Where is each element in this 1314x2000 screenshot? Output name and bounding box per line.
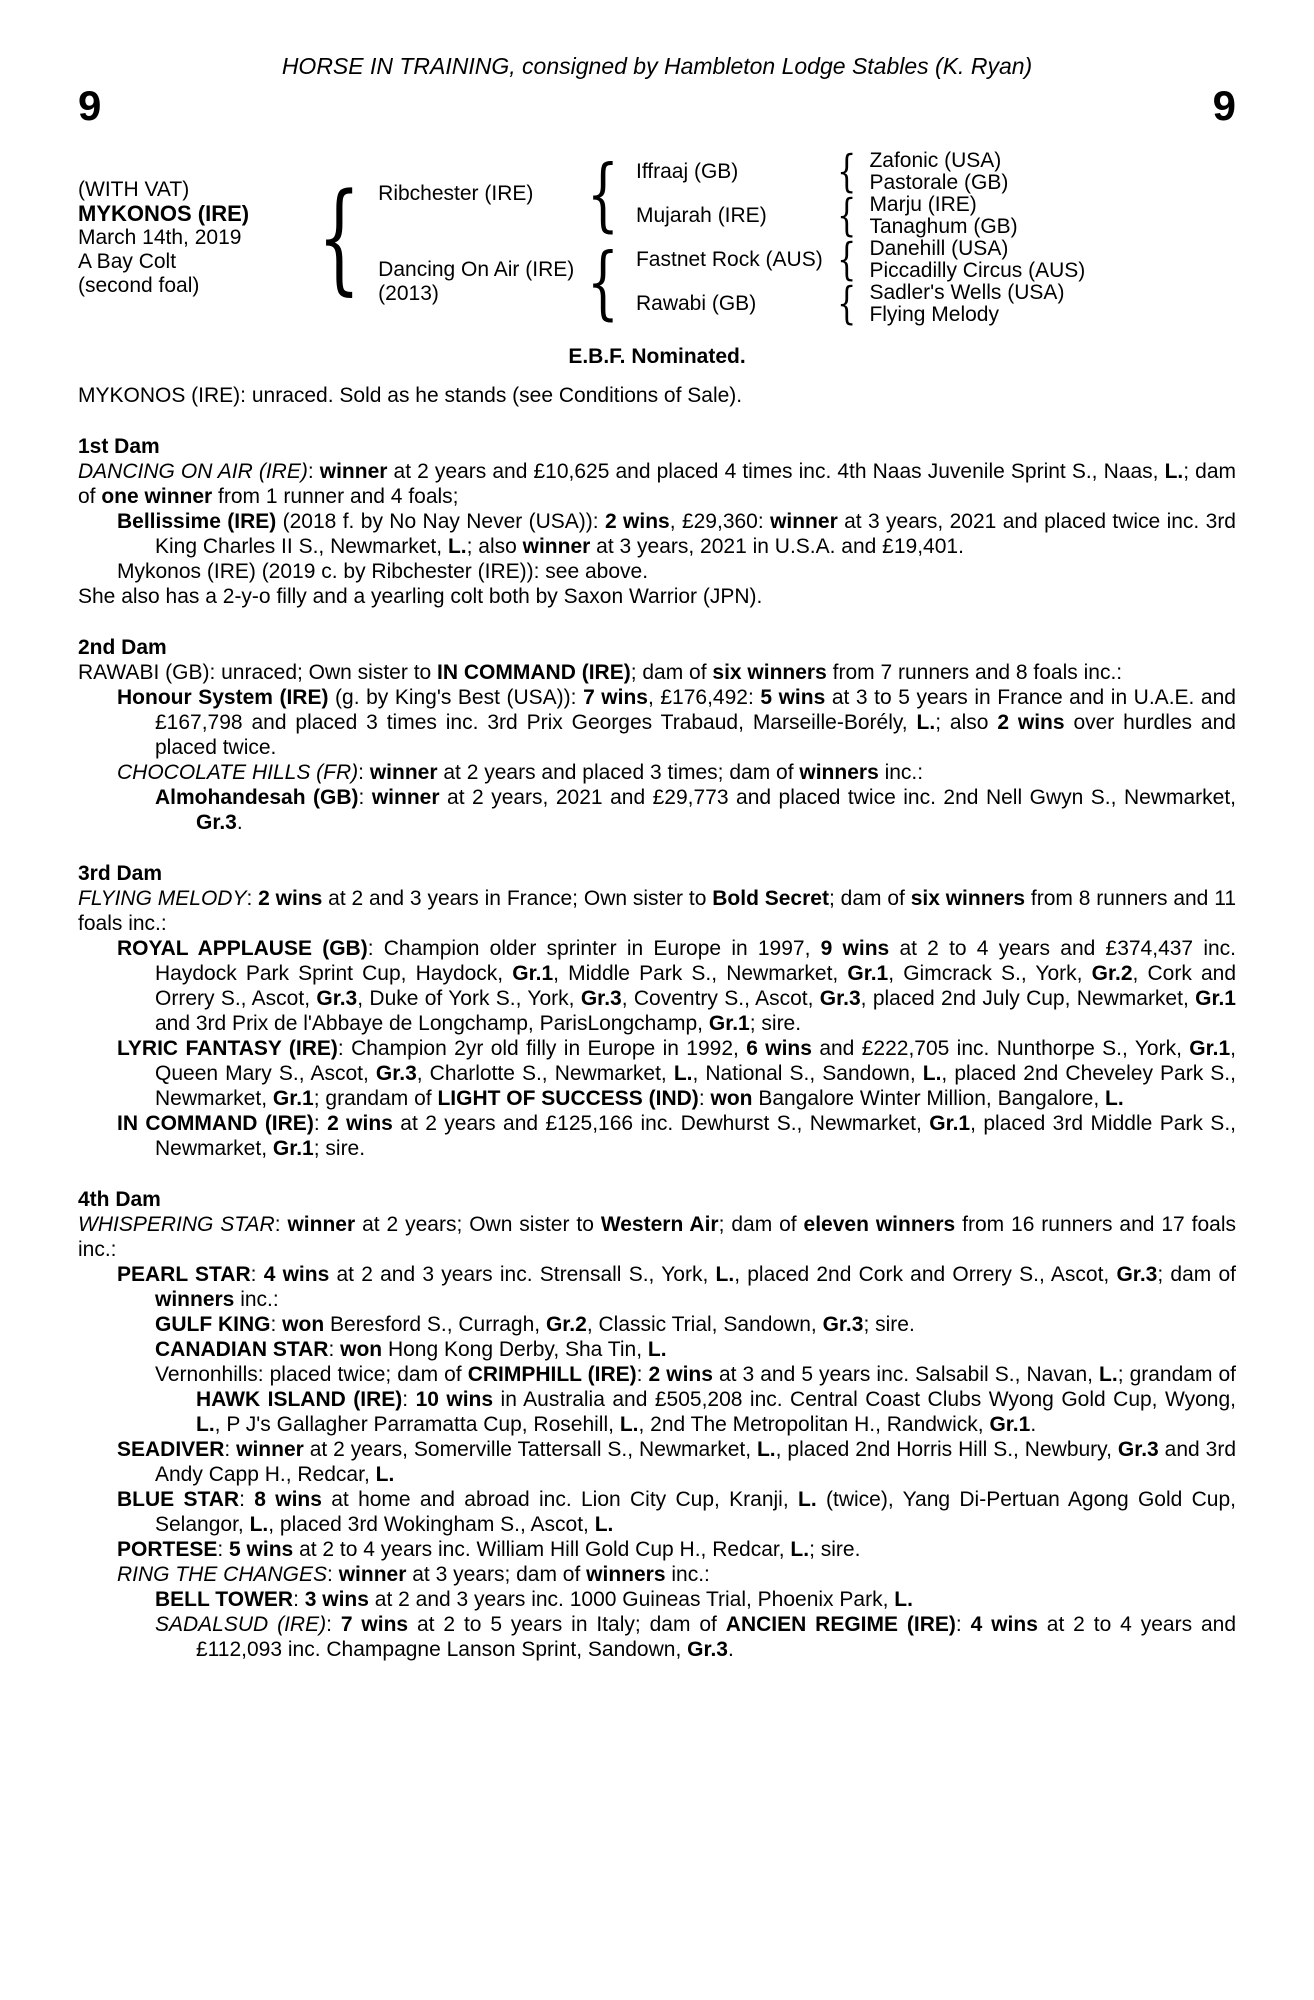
colour-sex: A Bay Colt (78, 250, 177, 273)
text-run: PEARL STAR (117, 1263, 251, 1286)
text-run: and 3rd Andy Capp H., Redcar, (155, 1438, 1236, 1486)
text-run: ANCIEN REGIME (IRE) (725, 1613, 956, 1636)
text-run: won (710, 1087, 753, 1110)
pedigree-generations (378, 146, 1086, 330)
text-run: 4 wins (263, 1263, 330, 1286)
text-run: 2 wins (258, 887, 323, 910)
text-run: , placed 3rd Middle Park S., Newmarket, (155, 1112, 1236, 1160)
text-run: ; dam of (1157, 1263, 1236, 1286)
text-run: : (636, 1363, 649, 1386)
maternal-grandsire-branch (635, 234, 1086, 286)
foaling-date: March 14th, 2019 (78, 226, 242, 249)
lot-number-right: 9 (1212, 82, 1236, 129)
dam-section (78, 635, 1236, 835)
pedigree-paragraph (78, 1036, 1236, 1111)
text-run: Gr.2 (1091, 962, 1133, 985)
text-run: Gr.1 (1195, 987, 1236, 1010)
lot-number-row (78, 84, 1236, 128)
text-run: eleven winners (803, 1213, 956, 1236)
text-run: L. (798, 1488, 817, 1511)
text-run: IN COMMAND (IRE) (437, 661, 631, 684)
text-run: DANCING ON AIR (IRE) (78, 460, 308, 483)
text-run: at 2 and 3 years inc. Strensall S., York, (329, 1263, 716, 1286)
pedigree-paragraph (78, 559, 1236, 584)
text-run: winners (586, 1563, 666, 1586)
text-run: inc.: (234, 1288, 279, 1311)
text-run: L. (594, 1513, 614, 1536)
text-run: : Champion older sprinter in Europe in 1997, (367, 937, 821, 960)
pedigree-brace-main: { (317, 166, 361, 308)
text-run: CHOCOLATE HILLS (FR) (117, 761, 359, 784)
text-run: Gr.1 (989, 1413, 1031, 1436)
text-run: GULF KING (155, 1313, 271, 1336)
text-run: winner (319, 460, 388, 483)
pedigree-brace-small: { (837, 278, 857, 330)
text-run: ; grandam of (1117, 1363, 1237, 1386)
text-run: six winners (910, 887, 1026, 910)
text-run: Gr.3 (580, 987, 622, 1010)
text-run: 10 wins (415, 1388, 494, 1411)
text-run: from 1 runner and 4 foals; (212, 485, 459, 508)
maternal-granddam-branch (635, 278, 1085, 330)
text-run: , Coventry S., Ascot, (621, 987, 820, 1010)
text-run: L. (715, 1263, 735, 1286)
text-run: winner (522, 535, 591, 558)
text-run: ; dam of (828, 887, 911, 910)
text-run: , Gimcrack S., York, (888, 962, 1092, 985)
text-run: : (955, 1613, 971, 1636)
text-run: won (340, 1338, 383, 1361)
text-run: winner (338, 1563, 407, 1586)
pedigree-brace-small: { (837, 190, 857, 242)
text-run: , 2nd The Metropolitan H., Randwick, (638, 1413, 990, 1436)
text-run: , P J's Gallagher Parramatta Cup, Rosehill, (214, 1413, 620, 1436)
text-run: won (282, 1313, 325, 1336)
text-run: from 16 runners and 17 foals inc.: (78, 1213, 1237, 1261)
pedigree-paragraph (78, 886, 1236, 936)
lot-details (78, 178, 304, 298)
text-run: . (1030, 1413, 1037, 1436)
text-run: ; sire. (313, 1137, 366, 1160)
text-run: Bangalore Winter Million, Bangalore, (752, 1087, 1105, 1110)
text-run: LIGHT OF SUCCESS (IND) (437, 1087, 699, 1110)
text-run: Gr.3 (375, 1062, 417, 1085)
text-run: LYRIC FANTASY (IRE) (117, 1037, 338, 1060)
pedigree-paragraph (78, 1262, 1236, 1312)
pedigree-paragraph (78, 685, 1236, 760)
text-run: Beresford S., Curragh, (324, 1313, 546, 1336)
pedigree-paragraph (78, 1537, 1236, 1562)
text-run: : (358, 761, 370, 784)
text-run: at 2 and 3 years in France; Own sister to (322, 887, 713, 910)
consignor-header: HORSE IN TRAINING, consigned by Hambleton Lodge Stables (K. Ryan) (281, 53, 1033, 79)
text-run: : (224, 1438, 237, 1461)
ebf-nominated-note: E.B.F. Nominated. (568, 345, 746, 368)
section-heading: 2nd Dam (78, 636, 167, 659)
lot-intro-paragraph: MYKONOS (IRE): unraced. Sold as he stands (see Conditions of Sale). (78, 384, 743, 407)
text-run: at 2 years, 2021 and £29,773 and placed twice inc. 2nd Nell Gwyn S., Newmarket, (439, 786, 1236, 809)
text-run: CRIMPHILL (IRE) (467, 1363, 637, 1386)
paternal-grandsire-name: Iffraaj (GB) (635, 160, 739, 183)
text-run: inc.: (878, 761, 924, 784)
pedigree-paragraph (78, 1312, 1236, 1337)
text-run: at home and abroad inc. Lion City Cup, Kranji, (321, 1488, 798, 1511)
text-run: RING THE CHANGES (117, 1563, 328, 1586)
text-run: Gr.1 (847, 962, 889, 985)
pedigree-paragraph (78, 1587, 1236, 1612)
text-run: Gr.2 (545, 1313, 587, 1336)
text-run: : (239, 1488, 255, 1511)
text-run: at 2 to 4 years and £374,437 inc. Haydock Park Sprint Cup, Haydock, (155, 937, 1236, 985)
text-run: winner (287, 1213, 356, 1236)
text-run: : (274, 1213, 288, 1236)
lot-number-left: 9 (78, 82, 102, 129)
text-run: from 7 runners and 8 foals inc.: (826, 661, 1123, 684)
pedigree-brace-small: { (837, 146, 857, 198)
text-run: , £29,360: (669, 510, 771, 533)
text-run: from 8 runners and 11 foals inc.: (78, 887, 1236, 935)
text-run: Gr.3 (822, 1313, 864, 1336)
text-run: : (250, 1263, 264, 1286)
text-run: L. (790, 1538, 810, 1561)
foal-note: (second foal) (78, 274, 200, 297)
text-run: inc.: (665, 1563, 710, 1586)
text-run: (twice), Yang Di-Pertuan Agong Gold Cup, Selangor, (155, 1488, 1236, 1536)
text-run: , £176,492: (647, 686, 761, 709)
text-run: 2 wins (997, 711, 1065, 734)
text-run: ; also (466, 535, 523, 558)
text-run: at 3 to 5 years in France and in U.A.E. and £167,798 and placed 3 times inc. 3rd Prix Georges Trabaud, Marseille-Borély, (155, 686, 1236, 734)
paternal-grandsire-branch (635, 146, 1018, 198)
text-run: ; sire. (863, 1313, 915, 1336)
pedigree-paragraph (78, 1487, 1236, 1537)
text-run: , placed 3rd Wokingham S., Ascot, (268, 1513, 595, 1536)
text-run: , placed 2nd Cork and Orrery S., Ascot, (734, 1263, 1117, 1286)
text-run: IN COMMAND (IRE) (117, 1112, 314, 1135)
text-run: , Charlotte S., Newmarket, (416, 1062, 674, 1085)
text-run: BELL TOWER (155, 1588, 294, 1611)
text-run: Gr.3 (687, 1638, 728, 1661)
dam-year: (2013) (378, 282, 439, 305)
text-run: L. (922, 1062, 942, 1085)
text-run: 4 wins (970, 1613, 1038, 1636)
ancestor-name: Zafonic (USA) (869, 149, 1002, 172)
dam-section (78, 1187, 1236, 1662)
text-run: RAWABI (GB): unraced; Own sister to (78, 661, 438, 684)
pedigree-paragraph (78, 760, 1236, 785)
text-run: ; also (935, 711, 998, 734)
text-run: winners (799, 761, 879, 784)
pedigree-paragraph (78, 1111, 1236, 1161)
horse-name: MYKONOS (IRE) (78, 201, 250, 226)
text-run: Hong Kong Derby, Sha Tin, (382, 1338, 648, 1361)
pedigree-paragraph (78, 1337, 1236, 1362)
text-run: : (246, 887, 259, 910)
dam-section (78, 434, 1236, 609)
text-run: , Middle Park S., Newmarket, (553, 962, 848, 985)
text-run: L. (249, 1513, 269, 1536)
sire-cell (378, 182, 578, 206)
section-heading: 3rd Dam (78, 862, 163, 885)
text-run: L. (1105, 1087, 1124, 1110)
text-run: : (698, 1087, 711, 1110)
text-run: : (217, 1538, 230, 1561)
text-run: L. (916, 711, 936, 734)
text-run: Almohandesah (GB) (155, 786, 359, 809)
text-run: Gr.1 (272, 1137, 314, 1160)
ancestor-name: Piccadilly Circus (AUS) (869, 259, 1086, 282)
pedigree-paragraph (78, 660, 1236, 685)
text-run: : (313, 1112, 328, 1135)
text-run: ; sire. (809, 1538, 861, 1561)
text-run: , Duke of York S., York, (357, 987, 581, 1010)
text-run: : (402, 1388, 416, 1411)
text-run: L. (375, 1463, 395, 1486)
text-run: , Cork and Orrery S., Ascot, (155, 962, 1236, 1010)
text-run: L. (647, 1338, 667, 1361)
text-run: BLUE STAR (117, 1488, 240, 1511)
text-run: at 3 years, 2021 and placed twice inc. 3rd King Charles II S., Newmarket, (155, 510, 1236, 558)
maternal-granddam-name: Rawabi (GB) (635, 292, 757, 315)
text-run: , placed 2nd July Cup, Newmarket, (860, 987, 1196, 1010)
text-run: SADALSUD (IRE) (155, 1613, 327, 1636)
text-run: one winner (101, 485, 213, 508)
text-run: WHISPERING STAR (78, 1213, 275, 1236)
text-run: , placed 2nd Horris Hill S., Newbury, (775, 1438, 1118, 1461)
text-run: ; dam of (78, 460, 1237, 508)
text-run: at 2 years, Somerville Tattersall S., Newmarket, (303, 1438, 757, 1461)
text-run: , National S., Sandown, (692, 1062, 923, 1085)
sire-name: Ribchester (IRE) (378, 182, 534, 205)
vat-note: (WITH VAT) (78, 178, 190, 201)
text-run: Gr.3 (1117, 1438, 1159, 1461)
text-run: Gr.1 (1189, 1037, 1231, 1060)
text-run: She also has a 2-y-o filly and a yearling colt both by Saxon Warrior (JPN). (78, 585, 763, 608)
text-run: winner (369, 761, 438, 784)
text-run: at 2 to 4 years and £112,093 inc. Champagne Lanson Sprint, Sandown, (196, 1613, 1237, 1661)
text-run: at 2 years and placed 3 times; dam of (437, 761, 800, 784)
dam-branch (378, 234, 1086, 330)
dam-cell (378, 258, 578, 306)
pedigree-paragraph (78, 1612, 1236, 1662)
text-run: 2 wins (648, 1363, 713, 1386)
ancestor-name: Sadler's Wells (USA) (869, 281, 1065, 304)
text-run: : (328, 1338, 341, 1361)
text-run: (2018 f. by No Nay Never (USA)): (276, 510, 605, 533)
text-run: 2 wins (605, 510, 670, 533)
ancestor-name: Danehill (USA) (869, 237, 1009, 260)
text-run: 7 wins (583, 686, 648, 709)
section-heading: 1st Dam (78, 435, 160, 458)
pedigree-paragraph (78, 1562, 1236, 1587)
text-run: ; dam of (718, 1213, 804, 1236)
text-run: at 2 and 3 years inc. 1000 Guineas Trial, Phoenix Park, (368, 1588, 895, 1611)
pedigree-brace-sire: { (587, 147, 620, 240)
text-run: Gr.1 (708, 1012, 750, 1035)
pedigree-paragraph (78, 1362, 1236, 1437)
dam-name: Dancing On Air (IRE) (378, 258, 575, 281)
text-run: winner (371, 786, 440, 809)
text-run: Gr.1 (929, 1112, 971, 1135)
text-run: Mykonos (IRE) (2019 c. by Ribchester (IRE)): see above. (117, 560, 649, 583)
dam-sections (78, 434, 1236, 1662)
text-run: at 3 years; dam of (406, 1563, 587, 1586)
text-run: at 2 years and £125,166 inc. Dewhurst S., Newmarket, (392, 1112, 930, 1135)
text-run: L. (756, 1438, 776, 1461)
text-run: L. (619, 1413, 639, 1436)
text-run: ; grandam of (313, 1087, 438, 1110)
text-run: (g. by King's Best (USA)): (328, 686, 584, 709)
text-run: SEADIVER (117, 1438, 225, 1461)
maternal-grandsire-name: Fastnet Rock (AUS) (635, 248, 823, 271)
text-run: Gr.1 (272, 1087, 314, 1110)
pedigree-paragraph (78, 936, 1236, 1036)
text-run: at 3 and 5 years inc. Salsabil S., Navan, (712, 1363, 1100, 1386)
text-run: 2 wins (327, 1112, 393, 1135)
text-run: over hurdles and placed twice. (155, 711, 1236, 759)
text-run: : (293, 1588, 305, 1611)
text-run: Gr.1 (512, 962, 554, 985)
text-run: L. (447, 535, 467, 558)
pedigree-paragraph (78, 785, 1236, 835)
text-run: PORTESE (117, 1538, 218, 1561)
text-run: 9 wins (820, 937, 890, 960)
text-run: 5 wins (229, 1538, 294, 1561)
text-run: Bellissime (IRE) (117, 510, 277, 533)
text-run: at 2 to 5 years in Italy; dam of (408, 1613, 726, 1636)
text-run: at 2 to 4 years inc. William Hill Gold Cup H., Redcar, (293, 1538, 791, 1561)
text-run: L. (1164, 460, 1184, 483)
pedigree-paragraph (78, 1437, 1236, 1487)
text-run: winners (155, 1288, 235, 1311)
pedigree-paragraph (78, 509, 1236, 559)
text-run: : (326, 1613, 341, 1636)
text-run: in Australia and £505,208 inc. Central Coast Clubs Wyong Gold Cup, Wyong, (493, 1388, 1236, 1411)
text-run: and 3rd Prix de l'Abbaye de Longchamp, ParisLongchamp, (155, 1012, 709, 1035)
text-run: L. (1099, 1363, 1118, 1386)
text-run: : (307, 460, 320, 483)
pedigree-paragraph (78, 1212, 1236, 1262)
text-run: : Champion 2yr old filly in Europe in 1992, (337, 1037, 747, 1060)
text-run: , Classic Trial, Sandown, (586, 1313, 823, 1336)
text-run: 3 wins (304, 1588, 369, 1611)
ancestor-name: Pastorale (GB) (869, 171, 1009, 194)
text-run: : (327, 1563, 339, 1586)
text-run: Gr.3 (1116, 1263, 1158, 1286)
text-run: : (270, 1313, 283, 1336)
text-run: FLYING MELODY (78, 887, 247, 910)
ancestor-name: Marju (IRE) (869, 193, 977, 216)
text-run: 8 wins (254, 1488, 322, 1511)
text-run: ROYAL APPLAUSE (GB) (117, 937, 368, 960)
text-run: . (728, 1638, 734, 1661)
text-run: L. (673, 1062, 693, 1085)
pedigree-tree (78, 146, 1236, 330)
text-run: Western Air (600, 1213, 719, 1236)
text-run: ; dam of (630, 661, 713, 684)
pedigree-brace-small: { (837, 234, 857, 286)
ancestor-name: Tanaghum (GB) (869, 215, 1018, 238)
text-run: 5 wins (760, 686, 826, 709)
text-run: 7 wins (340, 1613, 409, 1636)
text-run: Gr.3 (196, 811, 237, 834)
text-run: , Queen Mary S., Ascot, (155, 1037, 1236, 1085)
ancestor-name: Flying Melody (869, 303, 999, 326)
text-run: . (236, 811, 243, 834)
section-heading: 4th Dam (78, 1188, 161, 1211)
text-run: winner (770, 510, 838, 533)
text-run: Honour System (IRE) (117, 686, 329, 709)
text-run: at 2 years and £10,625 and placed 4 times inc. 4th Naas Juvenile Sprint S., Naas, (387, 460, 1165, 483)
text-run: HAWK ISLAND (IRE) (196, 1388, 403, 1411)
text-run: six winners (712, 661, 827, 684)
pedigree-brace-dam: { (587, 235, 620, 328)
text-run: Gr.3 (819, 987, 861, 1010)
sire-branch (378, 146, 1085, 242)
text-run: 6 wins (746, 1037, 812, 1060)
pedigree-paragraph (78, 584, 1236, 609)
text-run: Bold Secret (712, 887, 829, 910)
text-run: at 3 years, 2021 in U.S.A. and £19,401. (590, 535, 964, 558)
paternal-granddam-branch (635, 190, 1018, 242)
text-run: and £222,705 inc. Nunthorpe S., York, (811, 1037, 1190, 1060)
text-run: winner (236, 1438, 304, 1461)
paternal-granddam-name: Mujarah (IRE) (635, 204, 767, 227)
text-run: at 2 years; Own sister to (355, 1213, 601, 1236)
text-run: Gr.3 (316, 987, 358, 1010)
text-run: Vernonhills: placed twice; dam of (155, 1363, 468, 1386)
dam-section (78, 861, 1236, 1161)
text-run: ; sire. (749, 1012, 802, 1035)
text-run: L. (196, 1413, 215, 1436)
text-run: , placed 2nd Cheveley Park S., Newmarket, (155, 1062, 1236, 1110)
text-run: CANADIAN STAR (155, 1338, 329, 1361)
pedigree-paragraph (78, 459, 1236, 509)
text-run: : (358, 786, 372, 809)
text-run: L. (894, 1588, 913, 1611)
